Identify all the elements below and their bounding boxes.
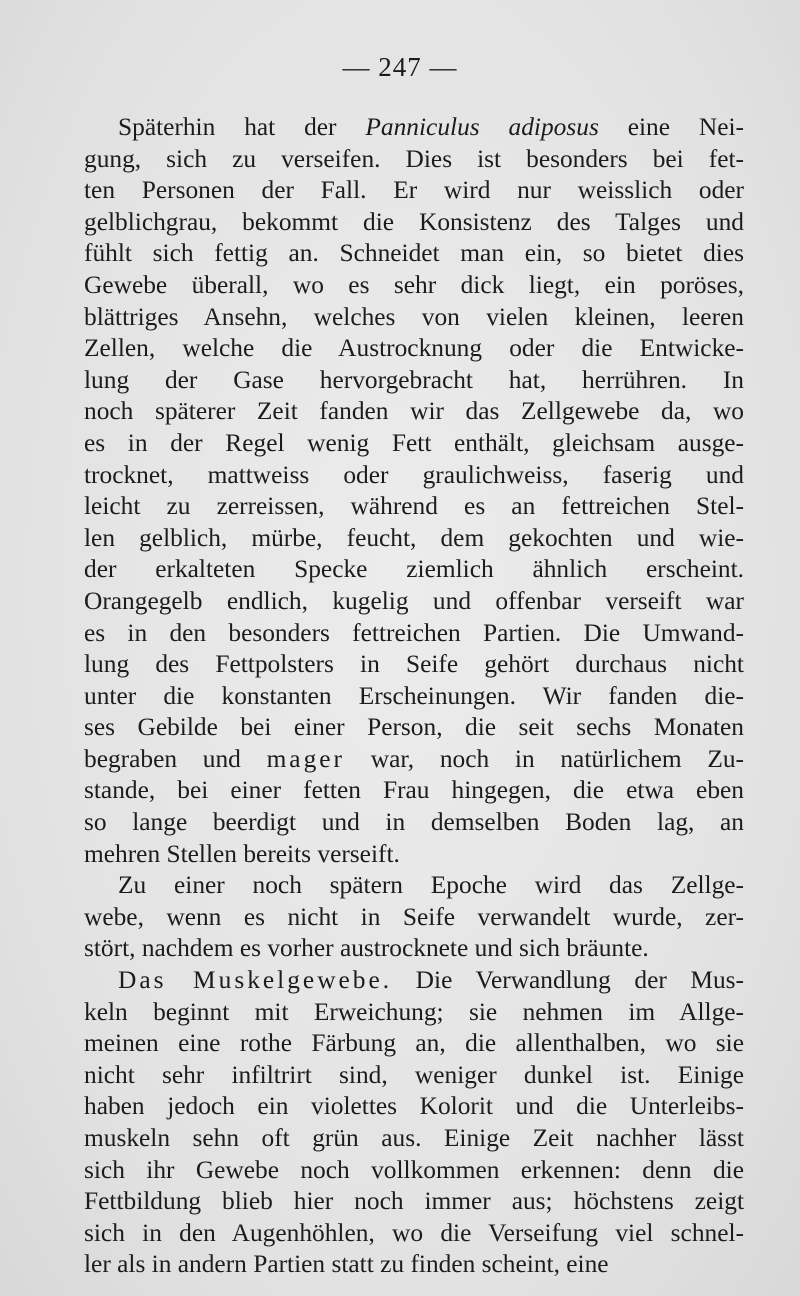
text-line: Orangegelb endlich, kugelig und offenbar verseift war (84, 586, 744, 615)
text-line: sich in den Augenhöhlen, wo die Verseifung viel schnel- (84, 1218, 744, 1247)
text-line: lung der Gase hervorgebracht hat, herrühren. In (84, 365, 744, 394)
text-line: ses Gebilde bei einer Person, die seit sechs Monaten (84, 713, 744, 742)
text-line: nicht sehr infiltrirt sind, weniger dunkel ist. Einige (84, 1060, 744, 1089)
text-line: unter die konstanten Erscheinungen. Wir fanden die- (84, 681, 744, 710)
text-line: Zu einer noch spätern Epoche wird das Zellge- (118, 871, 744, 900)
text-line: webe, wenn es nicht in Seife verwandelt wurde, zer- (84, 902, 744, 931)
text-line: so lange beerdigt und in demselben Boden lag, an (84, 808, 744, 837)
text-line: muskeln sehn oft grün aus. Einige Zeit nachher lässt (84, 1124, 744, 1152)
text-run: eine Nei- (598, 113, 744, 141)
paragraph (84, 870, 744, 965)
text-line: noch späterer Zeit fanden wir das Zellgewebe da, wo (84, 397, 744, 426)
text-line: stande, bei einer fetten Frau hingegen, die etwa eben (84, 776, 744, 805)
text-line: lung des Fettpolsters in Seife gehört durchaus nicht (84, 650, 744, 679)
text-line: leicht zu zerreissen, während es an fettreichen Stel- (84, 492, 744, 521)
text-line: ler als in andern Partien statt zu finden scheint, eine (84, 1250, 609, 1279)
text-run: war, noch in natürlichem Zu- (345, 744, 744, 773)
text-line: Zellen, welche die Austrocknung oder die Entwicke- (84, 334, 744, 363)
text-line: es in den besonders fettreichen Partien. Die Umwand- (84, 618, 744, 647)
text-line: gelblichgrau, bekommt die Konsistenz des Talges und (84, 207, 744, 236)
text-run: Die Verwandlung der Mus- (392, 966, 744, 995)
page-number: — 247 — (342, 52, 458, 82)
text-line: haben jedoch ein violettes Kolorit und die Unterleibs- (84, 1092, 744, 1121)
text-run: Späterhin hat der (118, 113, 366, 141)
text-run: begraben und (84, 744, 267, 773)
text-line (84, 965, 744, 997)
text-line: trocknet, mattweiss oder graulichweiss, faserig und (84, 460, 744, 489)
paragraph (84, 965, 744, 1281)
text-line: stört, nachdem es vorher austrocknete und sich bräunte. (84, 934, 649, 963)
text-line (84, 112, 744, 144)
text-line: meinen eine rothe Färbung an, die allenthalben, wo sie (84, 1029, 744, 1058)
text-line: mehren Stellen bereits verseift. (84, 839, 400, 868)
spaced-emphasis: mager (266, 744, 346, 773)
text-line: Gewebe überall, wo es sehr dick liegt, ein poröses, (84, 270, 744, 299)
text-line (84, 744, 744, 776)
spaced-emphasis: Das Muskelgewebe. (118, 966, 393, 995)
text-line: der erkalteten Specke ziemlich ähnlich erscheint. (84, 555, 744, 584)
text-line: fühlt sich fettig an. Schneidet man ein, so bietet dies (84, 239, 744, 268)
text-line: len gelblich, mürbe, feucht, dem gekochten und wie- (84, 523, 744, 552)
text-line: gung, sich zu verseifen. Dies ist besonders bei fet- (84, 144, 744, 173)
italic-term: Panniculus adiposus (365, 113, 599, 141)
text-line: keln beginnt mit Erweichung; sie nehmen im Allge- (84, 997, 744, 1026)
paragraph (84, 112, 744, 870)
text-line: blättriges Ansehn, welches von vielen kleinen, leeren (84, 302, 744, 331)
text-line: ten Personen der Fall. Er wird nur weisslich oder (84, 176, 744, 205)
text-line: es in der Regel wenig Fett enthält, gleichsam ausge- (84, 428, 744, 457)
body-text (84, 112, 744, 1281)
text-line: Fettbildung blieb hier noch immer aus; höchstens zeigt (84, 1187, 744, 1216)
text-line: sich ihr Gewebe noch vollkommen erkennen: denn die (84, 1155, 744, 1184)
